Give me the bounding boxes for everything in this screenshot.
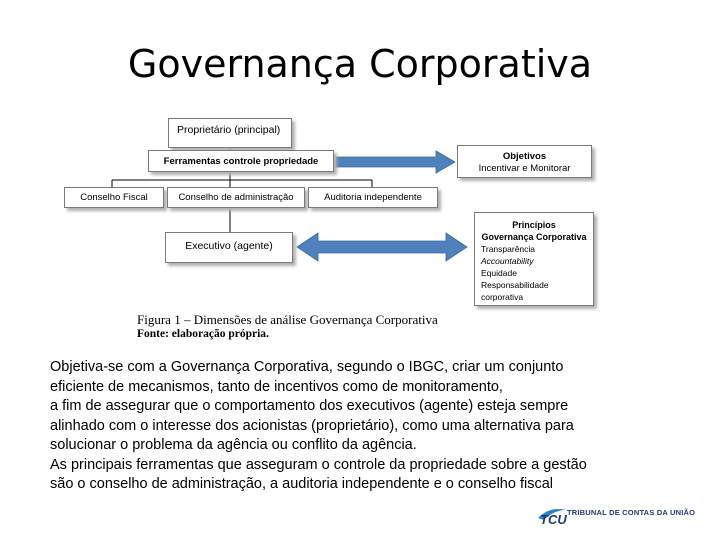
- figure-caption: [137, 313, 438, 341]
- principle-item: corporativa: [481, 292, 524, 302]
- body-line: alinhado com o interesse dos acionistas (proprietário), como uma alternativa para: [50, 417, 574, 434]
- body-line: solucionar o problema da agência ou conflito da agência.: [50, 437, 417, 453]
- fiscal-council-box: [64, 187, 164, 208]
- tcu-logo-text: TRIBUNAL DE CONTAS DA UNIÃO: [567, 508, 696, 517]
- body-line: eficiente de mecanismos, tanto de incentivos como de monitoramento,: [50, 378, 503, 395]
- body-text: [50, 358, 690, 495]
- executive-label: Executivo (agente): [185, 240, 273, 252]
- arrow-tools-objectives: [336, 151, 455, 173]
- figure-title: Figura 1 – Dimensões de análise Governança Corporativa: [137, 312, 438, 327]
- executive-box: [165, 232, 293, 263]
- fiscal-council-label: Conselho Fiscal: [80, 192, 148, 203]
- body-line: As principais ferramentas que asseguram o controle da propriedade sobre a gestão: [50, 456, 587, 473]
- principle-item: Equidade: [481, 268, 517, 278]
- owner-box: [168, 118, 292, 148]
- tcu-logo-mark: TCU: [540, 512, 567, 527]
- principles-heading: Princípios: [512, 220, 556, 230]
- arrow-exec-principles: [297, 233, 467, 261]
- board-box: [167, 187, 305, 208]
- principle-item: Accountability: [481, 256, 534, 266]
- principle-item: Responsabilidade: [481, 280, 549, 290]
- body-line: Objetiva-se com a Governança Corporativa, segundo o IBGC, criar um conjunto: [50, 359, 564, 375]
- principles-subheading: Governança Corporativa: [481, 232, 587, 242]
- principles-box: [474, 212, 594, 306]
- tools-label: Ferramentas controle propriedade: [163, 156, 319, 167]
- audit-box: [308, 187, 438, 208]
- principle-item: Transparência: [481, 244, 536, 254]
- objectives-box: [457, 145, 592, 178]
- audit-label: Auditoria independente: [324, 192, 422, 203]
- body-line: a fim de assegurar que o comportamento dos executivos (agente) esteja sempre: [50, 398, 569, 414]
- body-line: são o conselho de administração, a auditoria independente e o conselho fiscal: [50, 476, 554, 492]
- ownership-tools-box: [148, 150, 334, 172]
- owner-label: Proprietário (principal): [177, 124, 281, 136]
- objectives-text: Incentivar e Monitorar: [478, 163, 571, 174]
- board-label: Conselho de administração: [178, 192, 294, 203]
- slide-title: Governança Corporativa: [127, 42, 593, 86]
- objectives-heading: Objetivos: [502, 151, 547, 162]
- figure-source: Fonte: elaboração própria.: [137, 328, 269, 340]
